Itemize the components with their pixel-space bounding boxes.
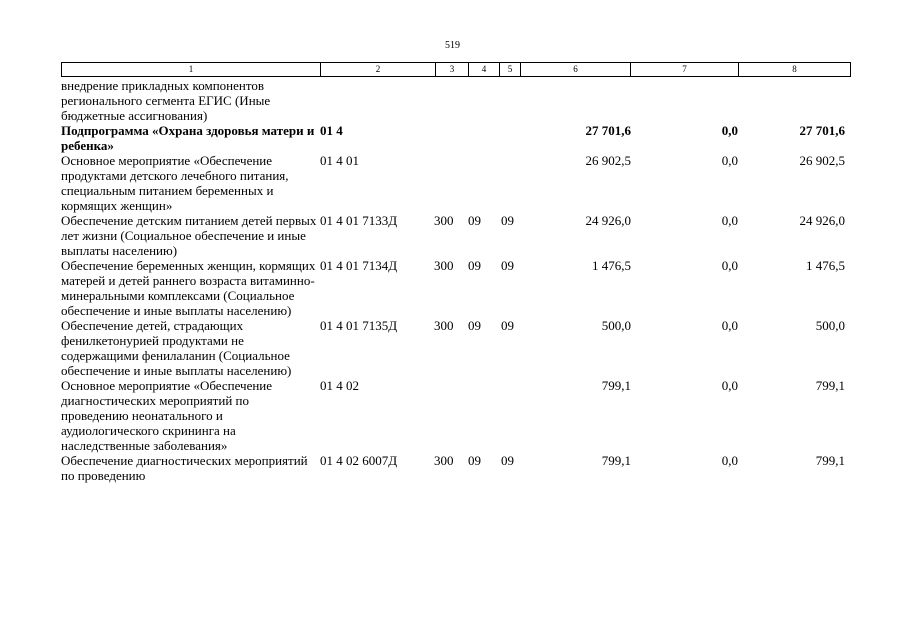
row-expense-type: 300: [434, 318, 454, 333]
table-row: [61, 378, 850, 453]
row-amount-col8: 799,1: [815, 378, 845, 393]
page-number: 519: [445, 40, 460, 51]
header-col-4: 4: [469, 63, 500, 77]
table-row: [61, 213, 850, 258]
row-code: 01 4 01 7135Д: [320, 318, 398, 333]
row-section: 09: [468, 318, 481, 333]
row-expense-type: 300: [434, 258, 454, 273]
row-code: 01 4 01: [320, 153, 359, 168]
row-amount-col7: 0,0: [721, 453, 738, 468]
row-amount-col7: 0,0: [721, 123, 738, 138]
row-amount-col6: 24 926,0: [585, 213, 631, 228]
row-name: Обеспечение детей, страдающих фенилкетонурией продуктами не содержащими фенилаланин (Социальное обеспечение и иные выплаты населению): [61, 318, 292, 378]
row-amount-col7: 0,0: [721, 213, 738, 228]
row-code: 01 4 02 6007Д: [320, 453, 398, 468]
row-amount-col6: 500,0: [601, 318, 631, 333]
row-amount-col8: 1 476,5: [806, 258, 845, 273]
row-amount-col8: 799,1: [815, 453, 845, 468]
header-col-7: 7: [631, 63, 739, 77]
row-name: Подпрограмма «Охрана здоровья матери и ребенка»: [61, 123, 315, 153]
row-amount-col7: 0,0: [721, 258, 738, 273]
header-col-2: 2: [321, 63, 436, 77]
row-subsection: 09: [501, 258, 514, 273]
row-code: 01 4 01 7133Д: [320, 213, 398, 228]
row-subsection: 09: [501, 453, 514, 468]
row-name: Основное мероприятие «Обеспечение продуктами детского лечебного питания, специальным питанием беременных и кормящих женщин»: [61, 153, 289, 213]
row-amount-col8: 500,0: [815, 318, 845, 333]
row-amount-col6: 27 701,6: [585, 123, 631, 138]
table-row: [61, 123, 850, 153]
table-row: [61, 258, 850, 318]
row-name: внедрение прикладных компонентов регионального сегмента ЕГИС (Иные бюджетные ассигнования): [61, 78, 271, 123]
row-amount-col6: 799,1: [601, 453, 631, 468]
row-amount-col7: 0,0: [721, 153, 738, 168]
row-name: Основное мероприятие «Обеспечение диагностических мероприятий по проведению неонатального и аудиологического скрининга на наследственные заболевания»: [61, 378, 273, 453]
row-code: 01 4 02: [320, 378, 359, 393]
header-col-6: 6: [521, 63, 631, 77]
column-number-header: [61, 62, 851, 77]
header-col-5: 5: [500, 63, 521, 77]
table-row: [61, 318, 850, 378]
row-amount-col8: 24 926,0: [799, 213, 845, 228]
row-section: 09: [468, 213, 481, 228]
row-name: Обеспечение детским питанием детей первых лет жизни (Социальное обеспечение и иные выплаты населению): [61, 213, 317, 258]
row-expense-type: 300: [434, 213, 454, 228]
row-amount-col7: 0,0: [721, 318, 738, 333]
row-amount-col6: 1 476,5: [592, 258, 631, 273]
row-code: 01 4: [320, 123, 343, 138]
row-section: 09: [468, 258, 481, 273]
header-col-1: 1: [62, 63, 321, 77]
row-code: 01 4 01 7134Д: [320, 258, 398, 273]
row-amount-col8: 27 701,6: [799, 123, 845, 138]
row-name: Обеспечение диагностических мероприятий по проведению: [61, 453, 308, 483]
row-section: 09: [468, 453, 481, 468]
budget-table-body: [61, 78, 850, 483]
row-expense-type: 300: [434, 453, 454, 468]
table-row: [61, 78, 850, 123]
row-amount-col7: 0,0: [721, 378, 738, 393]
row-amount-col6: 26 902,5: [585, 153, 631, 168]
table-row: [61, 153, 850, 213]
row-name: Обеспечение беременных женщин, кормящих матерей и детей раннего возраста витаминно-минеральными комплексами (Социальное обеспечение и иные выплаты населению): [61, 258, 316, 318]
row-subsection: 09: [501, 213, 514, 228]
header-col-8: 8: [739, 63, 851, 77]
header-col-3: 3: [436, 63, 469, 77]
row-subsection: 09: [501, 318, 514, 333]
row-amount-col6: 799,1: [601, 378, 631, 393]
row-amount-col8: 26 902,5: [799, 153, 845, 168]
table-row: [61, 453, 850, 483]
